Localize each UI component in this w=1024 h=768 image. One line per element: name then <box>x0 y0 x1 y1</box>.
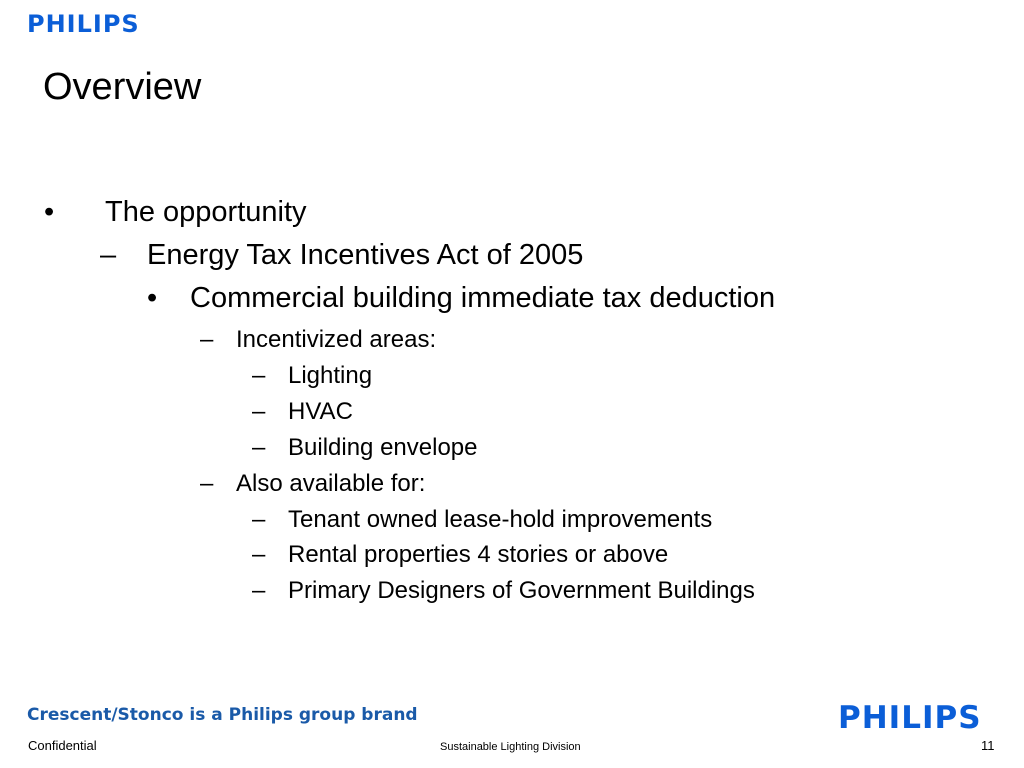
bullet-text: Also available for: <box>236 470 426 497</box>
dash-marker: – <box>100 239 117 271</box>
dash-marker: – <box>252 398 266 425</box>
bullet-marker: • <box>147 282 158 314</box>
bullet-marker: • <box>44 196 55 228</box>
dash-marker: – <box>252 577 266 604</box>
dash-marker: – <box>252 434 266 461</box>
dash-marker: – <box>252 541 266 568</box>
bullet-text: Rental properties 4 stories or above <box>288 541 669 568</box>
dash-marker: – <box>252 506 266 533</box>
bullet-text: The opportunity <box>105 196 307 228</box>
brand-tagline: Crescent/Stonco is a Philips group brand <box>27 705 418 725</box>
bullet-text: Tenant owned lease-hold improvements <box>288 506 713 533</box>
dash-marker: – <box>200 470 214 497</box>
bullet-text: Building envelope <box>288 434 478 461</box>
bullet-text: Lighting <box>288 362 373 389</box>
bullet-text: HVAC <box>288 398 353 425</box>
bullet-text: Commercial building immediate tax deduction <box>190 282 776 314</box>
bullet-text: Primary Designers of Government Buildings <box>288 577 755 604</box>
dash-marker: – <box>252 362 266 389</box>
dash-marker: – <box>200 326 214 353</box>
bullet-text: Incentivized areas: <box>236 326 437 353</box>
philips-logo-top: PHILIPS <box>27 10 140 38</box>
philips-logo-bottom: PHILIPS <box>838 700 982 736</box>
page-number: 11 <box>981 738 995 753</box>
slide-title: Overview <box>43 66 202 108</box>
confidential-label: Confidential <box>28 738 97 753</box>
bullet-text: Energy Tax Incentives Act of 2005 <box>147 239 584 271</box>
division-label: Sustainable Lighting Division <box>440 741 581 753</box>
